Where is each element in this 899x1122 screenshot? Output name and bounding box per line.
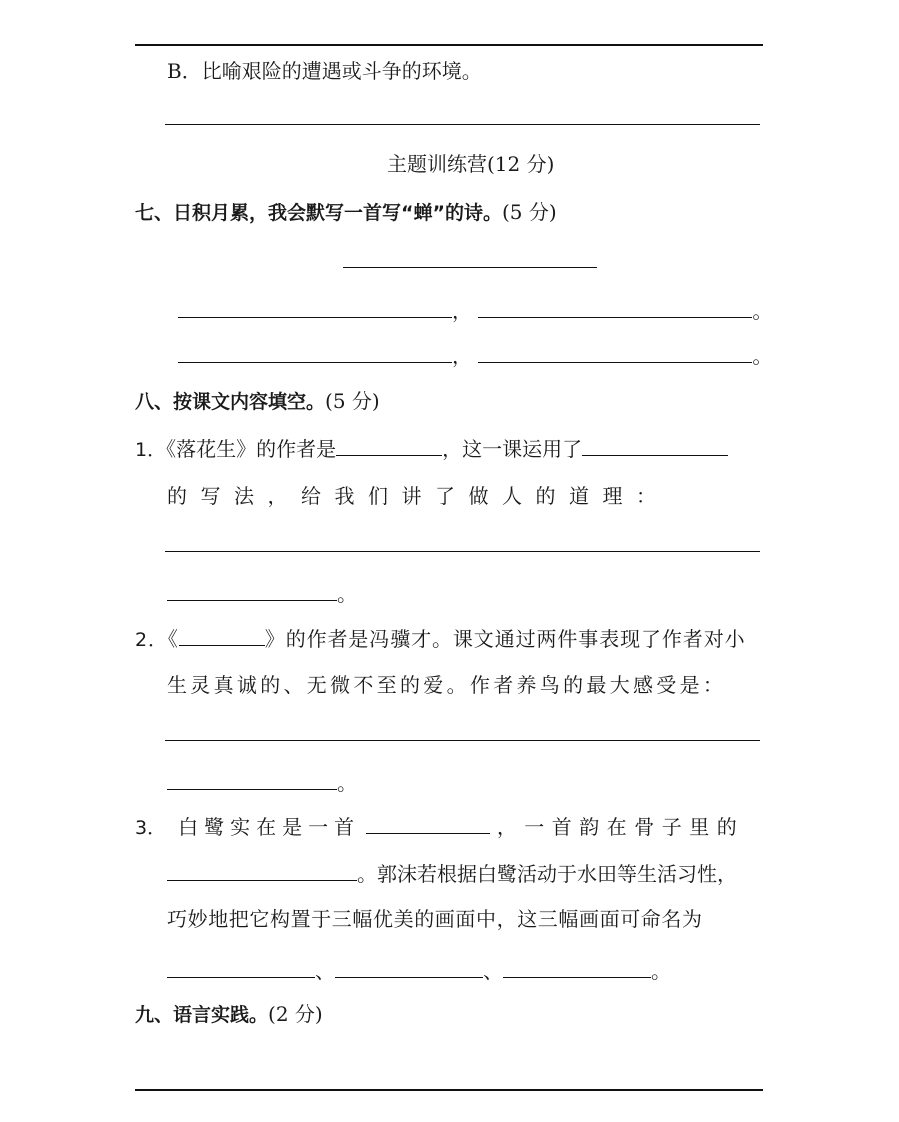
method-blank[interactable] [582, 433, 728, 456]
comma: ， [452, 299, 472, 323]
q8-2-line-4 [167, 767, 357, 797]
q8-points: (5 分) [325, 389, 380, 413]
period: 。 [651, 959, 671, 983]
item-text: 《落花生》的作者是 [166, 437, 337, 461]
q8-label: 八、按课文内容填空。 [135, 391, 326, 413]
item-text: ，一首韵在骨子里的 [496, 815, 745, 839]
poem-blank[interactable] [478, 295, 752, 318]
q9-heading [135, 1000, 323, 1029]
poem-line-2 [178, 340, 772, 370]
answer-blank[interactable] [167, 578, 337, 601]
answer-blank[interactable] [165, 124, 760, 125]
q8-heading [135, 387, 380, 416]
q8-3-line-3: 巧妙地把它构置于三幅优美的画面中，这三幅画面可命名为 [167, 907, 703, 931]
q8-3-line-4 [167, 955, 671, 985]
poem-line-1 [178, 295, 772, 325]
q8-2-line-2: 生灵真诚的、无微不至的爱。作者养鸟的最大感受是： [167, 673, 727, 697]
period: 。 [752, 344, 773, 368]
period: 。 [752, 299, 773, 323]
item-text: 。郭沫若根据白鹭活动于水田等生活习性， [357, 862, 737, 886]
period: 。 [337, 582, 357, 606]
item-text: 》的作者是冯骥才。课文通过两件事表现了作者对小 [264, 627, 746, 651]
item-number: 3． [135, 817, 167, 839]
item-number: 2． [135, 629, 168, 651]
q8-3-line-2 [167, 858, 737, 888]
title-blank[interactable] [179, 623, 265, 646]
scene-blank[interactable] [335, 955, 483, 978]
q7-heading [135, 198, 557, 227]
author-blank[interactable] [336, 433, 442, 456]
item-text: 白鹭实在是一首 [178, 815, 361, 839]
poem-blank[interactable] [478, 340, 752, 363]
answer-blank[interactable] [165, 551, 760, 552]
q8-1-line-4 [167, 578, 357, 608]
poem-blank[interactable] [178, 340, 452, 363]
comma: ， [452, 344, 472, 368]
answer-blank[interactable] [366, 811, 490, 834]
separator: 、 [483, 959, 503, 983]
item-text: 《 [167, 627, 179, 651]
top-rule [135, 44, 763, 46]
section-title: 主题训练营(12 分) [387, 152, 555, 176]
answer-blank[interactable] [165, 740, 760, 741]
bottom-rule [135, 1089, 763, 1091]
answer-blank[interactable] [167, 858, 357, 881]
poem-title-blank[interactable] [343, 267, 597, 268]
period: 。 [337, 771, 357, 795]
item-text: ，这一课运用了 [442, 437, 583, 461]
item-number: 1． [135, 439, 167, 461]
q8-2-line-1 [135, 623, 746, 654]
scene-blank[interactable] [503, 955, 651, 978]
scene-blank[interactable] [167, 955, 315, 978]
answer-blank[interactable] [167, 767, 337, 790]
q7-label: 七、日积月累，我会默写一首写“蝉”的诗。 [135, 202, 502, 224]
poem-blank[interactable] [178, 295, 452, 318]
option-b: B．比喻艰险的遭遇或斗争的环境。 [167, 59, 482, 83]
q9-label: 九、语言实践。 [135, 1004, 269, 1026]
q8-1-line-2: 的写法，给我们讲了做人的道理： [167, 484, 670, 508]
q7-points: (5 分) [501, 200, 557, 224]
q8-3-line-1 [135, 811, 744, 842]
q8-1-line-1 [135, 433, 728, 464]
q9-points: (2 分) [268, 1002, 323, 1026]
separator: 、 [315, 959, 335, 983]
